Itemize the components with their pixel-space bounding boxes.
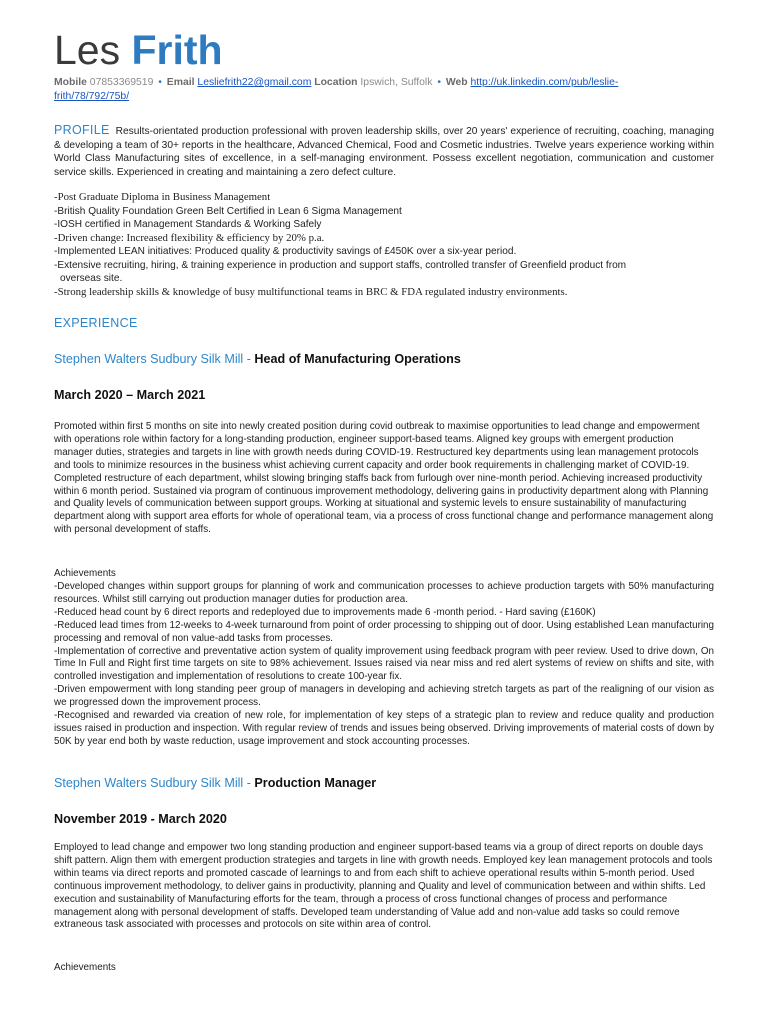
highlight-item: -Post Graduate Diploma in Business Management bbox=[54, 191, 271, 203]
linkedin-link-part2: frith/78/792/75b/ bbox=[54, 91, 130, 102]
profile-text: Results-orientated production professional with proven leadership skills, over 20 years' experience of recruiting, coaching, managing & developing a team of 30+ reports in the healthcare, Advanced Chemical, Food and Cosmetic industries. Twelve years experience working within World Class Manufacturing sites of excellence, in a self-managing environment. Possess excellent negotiation, communication and customer service skills. Experienced in creating and maintaining a zero defect culture. bbox=[54, 126, 714, 179]
achievement-item: -Reduced lead times from 12-weeks to 4-week turnaround from point of order processing to shipping out of door. Using established Lean manufacturing processing and removal of non value-add tasks from processes. bbox=[54, 619, 714, 644]
highlight-item: -Driven change: Increased flexibility & efficiency by 20% p.a. bbox=[54, 231, 325, 244]
profile-section bbox=[54, 124, 714, 180]
candidate-name bbox=[54, 26, 223, 74]
profile-heading: PROFILE bbox=[54, 123, 110, 137]
last-name: Frith bbox=[131, 27, 223, 73]
job-summary: Promoted within first 5 months on site into newly created position during covid outbreak to maximise opportunities to lead change and empowerment with operations role within factory for a long-standing production, engineer support-based teams. Aligned key groups with emergent production manager duties, strategies and targets in line with growth needs during COVID-19. Restructured key departments using lean management protocols and tools to minimize resources in the business whist achieving current capacity and order book requirements in challenging market of COVID-19. Completed restructure of each department, whilst slowing bringing staffs back from furlough over nine-month period. Achieving increased productivity within 6 month period. Sustained via program of continuous improvement methodology, delivering gains in productivity department along with Planning and Quality levels of communication between support groups. Working at situational and systemic levels to ensure sustainability of manufacturing department along with support area efforts for whole of operational team, via a process of cross functional change and performance management along with personal development of staffs. bbox=[54, 421, 714, 536]
separator-dot: • bbox=[437, 77, 441, 88]
highlight-item-continued: overseas site. bbox=[60, 273, 123, 284]
company-name: Stephen Walters Sudbury Silk Mill - bbox=[54, 776, 251, 790]
achievement-item: -Developed changes within support groups for planning of work and communication processes to achieve production targets with 50% manufacturing resources. Whilst still carrying out production manager duties for production area. bbox=[54, 581, 714, 605]
location-value: Ipswich, Suffolk bbox=[360, 77, 433, 88]
achievement-item: -Driven empowerment with long standing peer group of managers in developing and achieving stretch targets as part of the realigning of our vision as we progressed down the improvement process. bbox=[54, 684, 714, 709]
experience-heading: EXPERIENCE bbox=[54, 316, 138, 330]
achievement-item: -Implementation of corrective and preventative action system of quality improvement using feedback program with peer review. Used to drive down, On Time In Full and Right first time targets on site to 98% achievement. Issues raised via near miss and red alert systems of review on shifts and site, with controlled investigation and implementation of resolutions to create 100-year fix. bbox=[54, 645, 714, 683]
job-title: Production Manager bbox=[254, 776, 377, 790]
mobile-label: Mobile bbox=[54, 77, 87, 88]
highlights-list bbox=[54, 191, 714, 299]
highlight-item: -British Quality Foundation Green Belt Certified in Lean 6 Sigma Management bbox=[54, 205, 402, 217]
email-label: Email bbox=[166, 77, 195, 88]
job-title: Head of Manufacturing Operations bbox=[254, 352, 461, 366]
achievements-label: Achievements bbox=[54, 568, 116, 579]
highlight-item: -Implemented LEAN initiatives: Produced quality & productivity savings of £450K over a six-year period. bbox=[54, 246, 517, 257]
separator-dot: • bbox=[158, 77, 162, 88]
mobile-number: 07853369519 bbox=[89, 77, 154, 88]
job-heading bbox=[54, 352, 461, 366]
company-name: Stephen Walters Sudbury Silk Mill - bbox=[54, 352, 251, 366]
achievement-item: -Reduced head count by 6 direct reports and redeployed due to improvements made 6 -month period. - Hard saving (£160K) bbox=[54, 606, 596, 618]
location-label: Location bbox=[314, 77, 358, 88]
highlight-item: -Strong leadership skills & knowledge of busy multifunctional teams in BRC & FDA regulated industry environments. bbox=[54, 285, 568, 298]
job-dates: March 2020 – March 2021 bbox=[54, 388, 206, 402]
job-heading bbox=[54, 776, 376, 790]
linkedin-link-part1: http://uk.linkedin.com/pub/leslie- bbox=[470, 77, 619, 88]
achievement-item: -Recognised and rewarded via creation of new role, for implementation of key steps of a strategic plan to review and reduce quality and production issues raised in production and inspection. With regular review of trends and issues being observed. Driving improvements of material costs of down by 50K by year end both by waste reduction, usage improvement and stock accounting processes. bbox=[54, 710, 714, 747]
email-link[interactable]: Lesliefrith22@gmail.com bbox=[197, 77, 312, 88]
job-dates: November 2019 - March 2020 bbox=[54, 812, 227, 826]
first-name: Les bbox=[54, 27, 121, 73]
contact-line bbox=[54, 76, 714, 104]
achievements-label: Achievements bbox=[54, 962, 116, 973]
highlight-item: -Extensive recruiting, hiring, & training experience in production and support staffs, controlled transfer of Greenfield product from bbox=[54, 259, 627, 271]
job-summary: Employed to lead change and empower two long standing production and engineer support-based teams via a group of direct reports on double days shift pattern. Align them with emergent production strategies and targets in line with growth needs. Employed key lean management protocols and tools within teams via direct reports and promoted cascade of learnings to and from each shift to achieve operational results within 5-month period. Used continuous improvement methodology, to deliver gains in productivity, planning and Quality and level of communication between and within shifts. Led execution and sustainability of Manufacturing efforts for the team, through a process of cross functional changes of process and performance management along with personal development of staffs. Developed team understanding of Value add and non-value add tasks so could remove extraneous task associated with processes and protocols on site within area of control. bbox=[54, 842, 713, 931]
highlight-item: -IOSH certified in Management Standards & Working Safely bbox=[54, 219, 322, 230]
web-label: Web bbox=[445, 77, 468, 88]
achievements-list bbox=[54, 581, 714, 749]
